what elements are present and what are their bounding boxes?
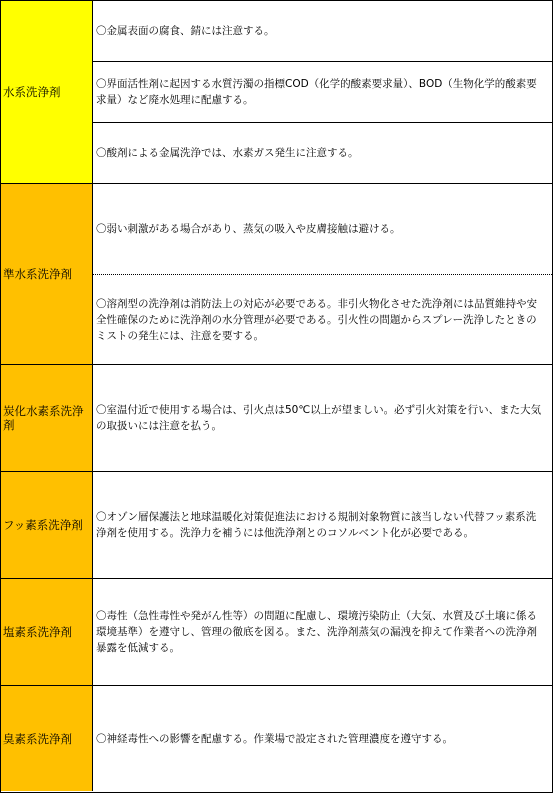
notes-cell [93, 686, 552, 791]
category-cell: 準水系洗浄剤 [1, 184, 93, 364]
notes-cell [93, 1, 552, 183]
category-cell: 塩素系洗浄剤 [1, 579, 93, 685]
notes-cell [93, 472, 552, 578]
category-cell: 水系洗浄剤 [1, 1, 93, 183]
note-text: 〇室温付近で使用する場合は、引火点は50℃以上が望ましい。必ず引火対策を行い、また大気の取扱いには注意を払う。 [96, 404, 542, 432]
category-cell: フッ素系洗浄剤 [1, 472, 93, 578]
note-text: 〇毒性（急性毒性や発がん性等）の問題に配慮し、環境汚染防止（大気、水質及び土壌に係る環境基準）を遵守し、管理の徹底を図る。また、洗浄剤蒸気の漏洩を抑えて作業者への洗浄剤暴露を低減する。 [96, 610, 537, 654]
notes-cell [93, 365, 552, 471]
category-cell: 炭化水素系洗浄剤 [1, 365, 93, 471]
notes-cell [93, 579, 552, 685]
table-row [1, 472, 552, 579]
note-text: 〇溶剤型の洗浄剤は消防法上の対応が必要である。非引火物化させた洗浄剤には品質維持や安全性確保のために洗浄剤の水分管理が必要である。引火性の問題からスプレー洗浄したときのミストの発生には、注意を要する。 [93, 274, 552, 364]
table-row [1, 579, 552, 686]
note-text: 〇金属表面の腐食、錆には注意する。 [96, 25, 275, 37]
table-row [1, 184, 552, 365]
notes-cell [93, 184, 552, 364]
note-text: 〇弱い刺激がある場合があり、蒸気の吸入や皮膚接触は避ける。 [96, 223, 401, 235]
note-text: 〇酸剤による金属洗浄では、水素ガス発生に注意する。 [93, 122, 552, 183]
note-text: 〇界面活性剤に起因する水質汚濁の指標COD（化学的酸素要求量）、BOD（生物化学的酸素要求量）など廃水処理に配慮する。 [93, 61, 552, 122]
table-row [1, 1, 552, 184]
table-row [1, 365, 552, 472]
note-text: 〇神経毒性への影響を配慮する。作業場で設定された管理濃度を遵守する。 [96, 732, 453, 745]
table-row [1, 686, 552, 791]
category-cell: 臭素系洗浄剤 [1, 686, 93, 791]
note-text: 〇オゾン層保護法と地球温暖化対策促進法における規制対象物質に該当しない代替フッ素系洗浄剤を使用する。洗浄力を補うには他洗浄剤とのコソルベント化が必要である。 [96, 511, 537, 539]
